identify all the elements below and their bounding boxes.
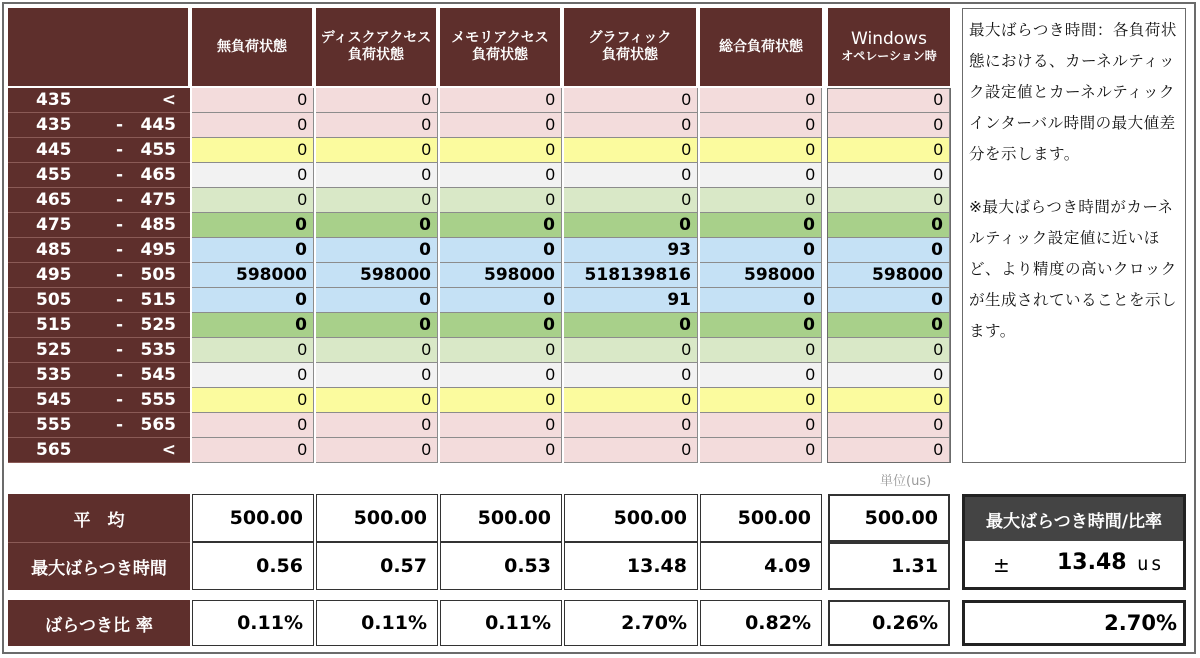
row-range-end: < [161, 90, 176, 110]
table-cell: 0 [700, 138, 822, 163]
table-cell: 598000 [700, 263, 822, 288]
row-range-start: 445 [36, 140, 72, 160]
table-cell: 0 [700, 113, 822, 138]
table-cell: 0 [192, 88, 314, 113]
summary-cell: 500.00 [828, 494, 950, 542]
table-cell: 0 [828, 363, 950, 388]
table-cell: 0 [828, 388, 950, 413]
summary-label-ratio: ばらつき比 率 [8, 600, 190, 646]
max-deviation-unit: us [1137, 553, 1164, 575]
column-header-line1: メモリアクセス [451, 30, 549, 46]
row-range-dash: - [116, 240, 124, 260]
column-header-disk [316, 8, 438, 86]
column-header-windows [828, 8, 950, 86]
table-cell: 0 [440, 138, 562, 163]
row-range-dash: - [116, 290, 124, 310]
table-cell: 0 [192, 413, 314, 438]
table-cell: 0 [192, 288, 314, 313]
row-range-start: 435 [36, 115, 72, 135]
summary-cell: 500.00 [564, 494, 698, 542]
summary-cell: 0.82% [700, 600, 822, 646]
table-cell: 598000 [828, 263, 950, 288]
table-cell: 0 [828, 213, 950, 238]
summary-cell: 0.53 [440, 542, 562, 590]
table-cell: 0 [192, 213, 314, 238]
table-cell: 0 [316, 113, 438, 138]
column-header-line1: グラフィック [588, 30, 672, 46]
column-header-line1: Windows [851, 29, 927, 49]
table-cell: 0 [700, 313, 822, 338]
row-label [8, 263, 190, 288]
row-range-end: 455 [140, 140, 176, 160]
table-cell: 0 [564, 138, 698, 163]
row-range-start: 495 [36, 265, 72, 285]
table-cell: 0 [192, 188, 314, 213]
table-cell: 0 [564, 313, 698, 338]
summary-cell: 0.11% [440, 600, 562, 646]
row-range-dash: - [116, 365, 124, 385]
table-cell: 0 [700, 413, 822, 438]
summary-label-max-deviation: 最大ばらつき時間 [8, 542, 190, 590]
table-cell: 0 [192, 388, 314, 413]
summary-cell: 0.26% [828, 600, 950, 646]
row-range-start: 515 [36, 315, 72, 335]
table-cell: 0 [192, 138, 314, 163]
table-cell: 0 [700, 188, 822, 213]
table-cell: 0 [192, 313, 314, 338]
table-cell: 0 [192, 338, 314, 363]
table-cell: 0 [564, 213, 698, 238]
row-range-end: 485 [140, 215, 176, 235]
column-header-graphic [564, 8, 698, 86]
summary-cell: 500.00 [192, 494, 314, 542]
table-cell: 0 [316, 413, 438, 438]
row-range-start: 555 [36, 415, 72, 435]
column-header-memory [440, 8, 562, 86]
table-cell: 0 [700, 388, 822, 413]
table-cell: 0 [192, 163, 314, 188]
table-cell: 0 [440, 288, 562, 313]
table-cell: 518139816 [564, 263, 698, 288]
row-range-start: 545 [36, 390, 72, 410]
column-header-line1: 総合負荷状態 [719, 38, 803, 55]
column-header-line1: 無負荷状態 [217, 38, 287, 55]
table-cell: 93 [564, 238, 698, 263]
summary-cell: 0.11% [316, 600, 438, 646]
table-cell: 0 [440, 163, 562, 188]
max-deviation-title: 最大ばらつき時間/比率 [965, 497, 1183, 541]
row-range-start: 525 [36, 340, 72, 360]
row-label [8, 413, 190, 438]
table-cell: 0 [700, 88, 822, 113]
row-range-dash: - [116, 265, 124, 285]
table-cell: 0 [828, 288, 950, 313]
table-cell: 0 [192, 113, 314, 138]
summary-cell: 4.09 [700, 542, 822, 590]
table-cell: 91 [564, 288, 698, 313]
table-cell: 0 [192, 238, 314, 263]
summary-cell: 0.56 [192, 542, 314, 590]
table-cell: 0 [828, 338, 950, 363]
column-header-line2: 負荷状態 [348, 47, 404, 63]
summary-cell: 0.57 [316, 542, 438, 590]
table-cell: 0 [828, 113, 950, 138]
max-ratio-value: 2.70% [1104, 611, 1177, 635]
table-cell: 0 [316, 213, 438, 238]
unit-label: 単位(us) [880, 474, 932, 489]
table-cell: 0 [440, 313, 562, 338]
table-cell: 0 [316, 138, 438, 163]
table-cell: 0 [700, 363, 822, 388]
column-header-line2: オペレーション時 [841, 49, 937, 63]
table-cell: 0 [316, 438, 438, 463]
table-cell: 0 [316, 313, 438, 338]
summary-cell: 0.11% [192, 600, 314, 646]
table-cell: 0 [700, 238, 822, 263]
row-label [8, 438, 190, 463]
row-label [8, 363, 190, 388]
explanation-note [962, 8, 1186, 463]
table-cell: 0 [828, 88, 950, 113]
column-header-total [700, 8, 822, 86]
table-cell: 0 [316, 338, 438, 363]
row-range-end: < [161, 440, 176, 460]
row-range-dash: - [116, 165, 124, 185]
table-cell: 0 [192, 363, 314, 388]
row-range-dash: - [116, 115, 124, 135]
row-range-end: 525 [140, 315, 176, 335]
table-cell: 0 [192, 438, 314, 463]
row-range-start: 535 [36, 365, 72, 385]
table-cell: 0 [440, 113, 562, 138]
table-cell: 0 [440, 88, 562, 113]
row-range-start: 475 [36, 215, 72, 235]
table-cell: 0 [828, 238, 950, 263]
column-header-no-load [192, 8, 314, 86]
row-range-end: 495 [140, 240, 176, 260]
table-cell: 598000 [316, 263, 438, 288]
row-label [8, 163, 190, 188]
table-cell: 0 [828, 438, 950, 463]
summary-label-average: 平 均 [8, 494, 190, 542]
max-deviation-value: 13.48 [1057, 550, 1127, 575]
row-label [8, 213, 190, 238]
table-cell: 0 [700, 213, 822, 238]
row-range-end: 555 [140, 390, 176, 410]
row-label [8, 188, 190, 213]
row-range-end: 515 [140, 290, 176, 310]
row-range-dash: - [116, 415, 124, 435]
row-range-dash: - [116, 190, 124, 210]
column-header-line1: ディスクアクセス [320, 30, 432, 46]
row-range-end: 475 [140, 190, 176, 210]
row-range-start: 455 [36, 165, 72, 185]
row-label [8, 388, 190, 413]
summary-cell: 500.00 [440, 494, 562, 542]
table-cell: 0 [700, 163, 822, 188]
table-cell: 598000 [192, 263, 314, 288]
table-cell: 0 [828, 188, 950, 213]
table-cell: 0 [440, 363, 562, 388]
row-label [8, 88, 190, 113]
summary-cell: 500.00 [700, 494, 822, 542]
table-cell: 0 [564, 188, 698, 213]
table-cell: 0 [316, 238, 438, 263]
row-range-start: 565 [36, 440, 72, 460]
row-label [8, 113, 190, 138]
table-cell: 0 [440, 238, 562, 263]
table-cell: 0 [828, 138, 950, 163]
table-cell: 0 [316, 88, 438, 113]
table-cell: 0 [564, 363, 698, 388]
row-range-end: 545 [140, 365, 176, 385]
table-cell: 0 [564, 388, 698, 413]
table-cell: 0 [828, 313, 950, 338]
table-cell: 0 [316, 388, 438, 413]
table-cell: 0 [564, 338, 698, 363]
table-cell: 0 [440, 338, 562, 363]
row-label [8, 138, 190, 163]
table-cell: 0 [564, 113, 698, 138]
column-header-line2: 負荷状態 [472, 47, 528, 63]
column-header-line2: 負荷状態 [601, 47, 658, 63]
table-cell: 0 [316, 163, 438, 188]
row-range-start: 485 [36, 240, 72, 260]
row-label [8, 313, 190, 338]
row-range-dash: - [116, 390, 124, 410]
summary-cell: 1.31 [828, 542, 950, 590]
table-cell: 0 [316, 288, 438, 313]
table-cell: 0 [440, 188, 562, 213]
table-cell: 0 [700, 338, 822, 363]
row-range-end: 565 [140, 415, 176, 435]
row-range-dash: - [116, 340, 124, 360]
table-cell: 0 [700, 288, 822, 313]
table-cell: 0 [316, 188, 438, 213]
table-cell: 0 [564, 88, 698, 113]
row-range-end: 535 [140, 340, 176, 360]
row-range-end: 505 [140, 265, 176, 285]
row-range-end: 445 [140, 115, 176, 135]
table-cell: 0 [440, 213, 562, 238]
row-range-dash: - [116, 140, 124, 160]
table-cell: 0 [564, 413, 698, 438]
row-range-start: 465 [36, 190, 72, 210]
table-cell: 0 [700, 438, 822, 463]
row-label [8, 338, 190, 363]
summary-cell: 2.70% [564, 600, 698, 646]
note-paragraph-1: 最大ばらつき時間：各負荷状態における、カーネルティック設定値とカーネルティックインターバル時間の最大値差分を示します。 [969, 21, 1177, 163]
row-range-dash: - [116, 315, 124, 335]
table-cell: 0 [828, 413, 950, 438]
header-corner [8, 8, 190, 86]
table-cell: 0 [440, 438, 562, 463]
note-paragraph-2: ※最大ばらつき時間がカーネルティック設定値に近いほど、より精度の高いクロックが生成されていることを示します。 [969, 198, 1178, 340]
row-range-dash: - [116, 215, 124, 235]
row-label [8, 288, 190, 313]
row-range-start: 435 [36, 90, 72, 110]
max-ratio-box [962, 600, 1186, 646]
table-cell: 598000 [440, 263, 562, 288]
table-cell: 0 [440, 388, 562, 413]
table-cell: 0 [564, 163, 698, 188]
table-cell: 0 [316, 363, 438, 388]
plus-minus-sign: ± [993, 553, 1010, 577]
max-deviation-box [962, 494, 1186, 590]
row-range-end: 465 [140, 165, 176, 185]
row-label [8, 238, 190, 263]
table-cell: 0 [564, 438, 698, 463]
summary-cell: 500.00 [316, 494, 438, 542]
table-cell: 0 [828, 163, 950, 188]
table-cell: 0 [440, 413, 562, 438]
summary-cell: 13.48 [564, 542, 698, 590]
row-range-start: 505 [36, 290, 72, 310]
